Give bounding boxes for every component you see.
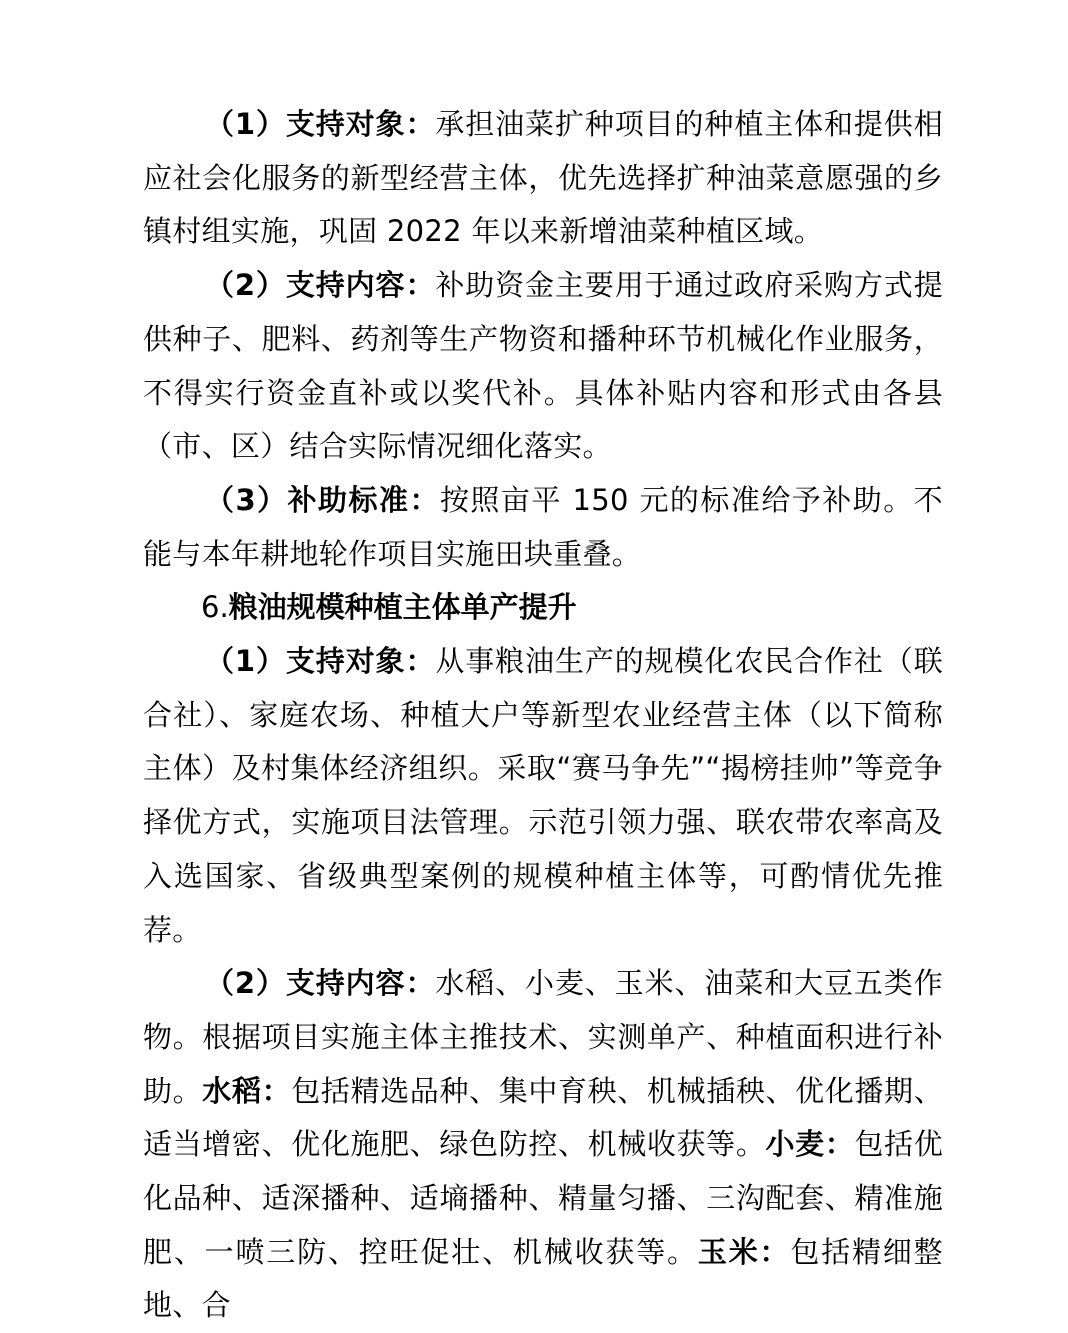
- text-crops-intro: 水稻、小麦、玉米、油菜和大豆五类作物。根据项目实施主体主推技术、实测单产、种植面积进行补助。: [143, 966, 943, 1108]
- text-support-target: 承担油菜扩种项目的种植主体和提供相应社会化服务的新型经营主体，优先选择扩种油菜意愿强的乡镇村组实施，巩固 2022 年以来新增油菜种植区域。: [143, 107, 943, 249]
- label-wheat: 小麦：: [765, 1127, 855, 1162]
- label-rice: 水稻：: [202, 1073, 292, 1108]
- label-support-content: （2）支持内容：: [205, 268, 436, 303]
- section-heading-yield-improvement: [143, 581, 943, 635]
- label-support-target: （1）支持对象：: [205, 107, 436, 141]
- text-rice: 包括精选品种、集中育秧、机械插秧、优化播期、适当增密、优化施肥、绿色防控、机械收获等。: [143, 1073, 944, 1162]
- label-corn: 玉米：: [697, 1234, 791, 1269]
- paragraph-support-target-grain-oil: [143, 635, 943, 957]
- paragraph-support-content-grain-oil: [143, 957, 943, 1333]
- label-support-target: （1）支持对象：: [205, 644, 436, 679]
- text-wheat: 包括优化品种、适深播种、适墒播种、精量匀播、三沟配套、精准施肥、一喷三防、控旺促壮、机械收获等。: [143, 1127, 944, 1269]
- section-title: 粮油规模种植主体单产提升: [228, 590, 577, 625]
- paragraph-support-content-rapeseed: [143, 259, 943, 474]
- section-number: 6.: [201, 590, 229, 625]
- text-subsidy-standard: 按照亩平 150 元的标准给予补助。不能与本年耕地轮作项目实施田块重叠。: [143, 482, 943, 571]
- text-support-content: 补助资金主要用于通过政府采购方式提供种子、肥料、药剂等生产物资和播种环节机械化作业服务，不得实行资金直补或以奖代补。具体补贴内容和形式由各县（市、区）结合实际情况细化落实。: [143, 268, 943, 464]
- text-corn: 包括精细整地、合: [143, 1234, 943, 1323]
- label-support-content: （2）支持内容：: [205, 966, 436, 1001]
- label-subsidy-standard: （3）补助标准：: [205, 482, 440, 517]
- paragraph-support-target-rapeseed: [143, 98, 943, 259]
- text-support-target: 从事粮油生产的规模化农民合作社（联合社）、家庭农场、种植大户等新型农业经营主体（以下简称主体）及村集体经济组织。采取“赛马争先”“揭榜挂帅”等竞争择优方式，实施项目法管理。示范引领力强、联农带农率高及入选国家、省级典型案例的规模种植主体等，可酌情优先推荐。: [143, 644, 943, 947]
- paragraph-subsidy-standard: [143, 474, 943, 581]
- document-page: [143, 98, 943, 1333]
